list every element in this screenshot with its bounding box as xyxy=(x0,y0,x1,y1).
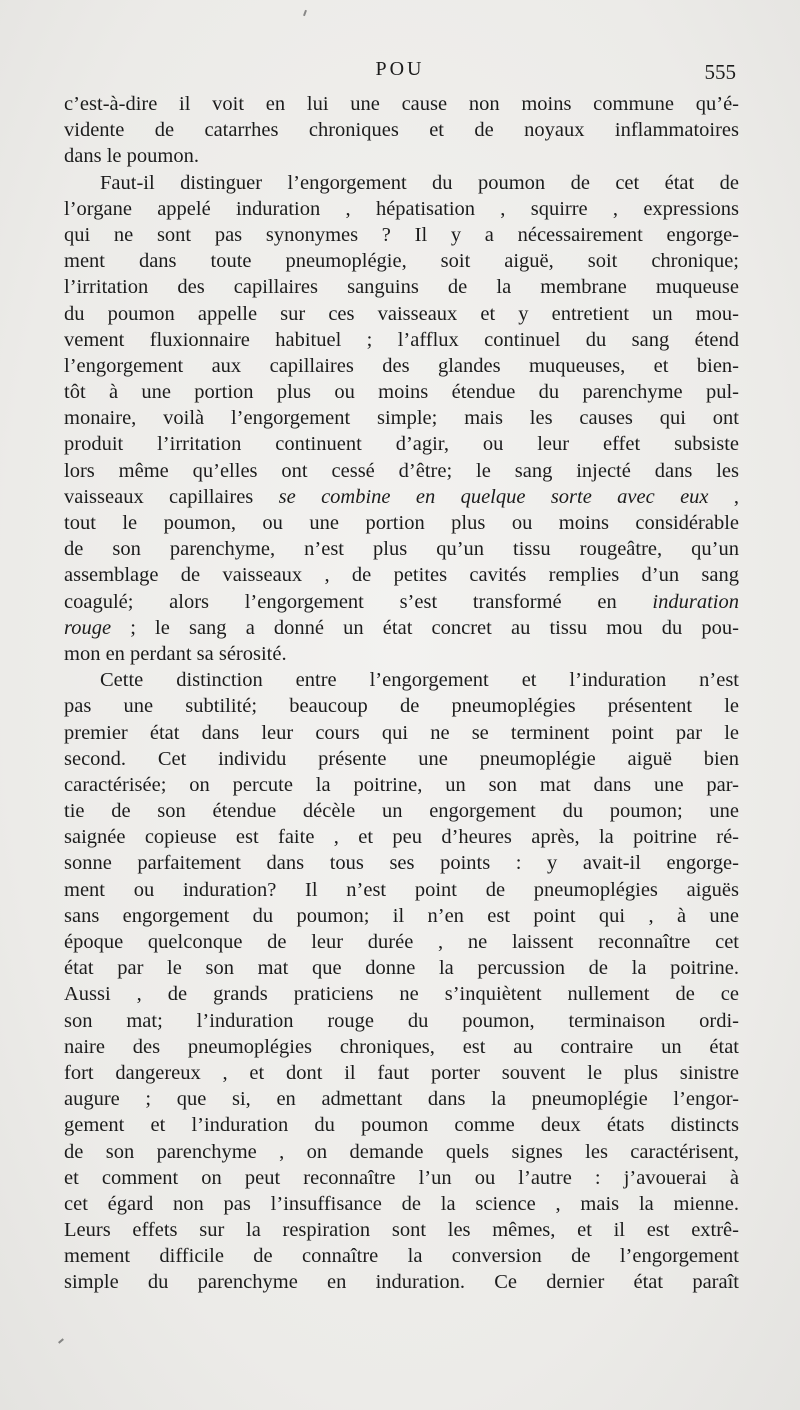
text-line xyxy=(64,1112,739,1138)
text-line xyxy=(64,301,739,327)
text-line xyxy=(64,1217,739,1243)
text-line xyxy=(64,746,739,772)
text-line xyxy=(64,484,739,510)
text-segment: tôt à une portion plus ou moins étendue du parenchyme pul- xyxy=(64,381,739,404)
text-line xyxy=(64,431,739,457)
text-segment: gement et l’induration du poumon comme deux états distincts xyxy=(64,1114,739,1137)
text-segment: sonne parfaitement dans tous ses points : y avait-il engorge- xyxy=(64,852,739,875)
text-line xyxy=(64,458,739,484)
page-number: 555 xyxy=(704,60,736,84)
text-line xyxy=(64,1191,739,1217)
text-segment: l’irritation des capillaires sanguins de la membrane muqueuse xyxy=(64,276,739,299)
text-line xyxy=(64,589,739,615)
text-segment: de son parenchyme, n’est plus qu’un tissu rougeâtre, qu’un xyxy=(64,538,739,561)
text-segment: vaisseaux capillaires xyxy=(64,485,279,508)
text-segment: fort dangereux , et dont il faut porter souvent le plus sinistre xyxy=(64,1061,739,1084)
text-segment: Leurs effets sur la respiration sont les mêmes, et il est extrê- xyxy=(64,1219,739,1242)
text-segment: pas une subtilité; beaucoup de pneumoplégies présentent le xyxy=(64,695,739,718)
text-line xyxy=(64,1008,739,1034)
text-line xyxy=(64,536,739,562)
text-segment: coagulé; alors l’engorgement s’est transformé en xyxy=(64,590,653,613)
text-segment: et comment on peut reconnaître l’un ou l’autre : j’avouerai à xyxy=(64,1166,739,1189)
text-segment: cet égard non pas l’insuffisance de la science , mais la mienne. xyxy=(64,1192,739,1215)
text-line xyxy=(64,798,739,824)
text-line xyxy=(64,379,739,405)
text-segment: simple du parenchyme en induration. Ce dernier état paraît xyxy=(64,1271,739,1294)
text-line xyxy=(64,1034,739,1060)
running-head: POU xyxy=(375,58,425,80)
text-segment: mement difficile de connaître la conversion de l’engorgement xyxy=(64,1245,739,1268)
text-line xyxy=(64,117,739,143)
text-segment: Faut-il distinguer l’engorgement du poumon de cet état de xyxy=(100,171,739,194)
text-line xyxy=(64,274,739,300)
text-line xyxy=(64,170,739,196)
text-line xyxy=(64,405,739,431)
text-segment: saignée copieuse est faite , et peu d’heures après, la poitrine ré- xyxy=(64,826,739,849)
text-segment: mon en perdant sa sérosité. xyxy=(64,642,287,665)
paper-speck xyxy=(58,1338,64,1343)
text-line xyxy=(64,929,739,955)
text-segment: second. Cet individu présente une pneumoplégie aiguë bien xyxy=(64,747,739,770)
text-line xyxy=(64,196,739,222)
paper-speck xyxy=(303,10,307,16)
text-segment: son mat; l’induration rouge du poumon, terminaison ordi- xyxy=(64,1009,739,1032)
text-segment: augure ; que si, en admettant dans la pneumoplégie l’engor- xyxy=(64,1088,739,1111)
text-segment: c’est-à-dire il voit en lui une cause non moins commune qu’é- xyxy=(64,93,739,115)
text-line xyxy=(64,641,739,667)
italic-text: induration xyxy=(652,590,739,613)
text-segment: produit l’irritation continuent d’agir, ou leur effet subsiste xyxy=(64,433,739,456)
text-segment: assemblage de vaisseaux , de petites cavités remplies d’un sang xyxy=(64,564,739,587)
body-text xyxy=(64,91,739,1296)
text-segment: tie de son étendue décèle un engorgement du poumon; une xyxy=(64,800,739,823)
text-segment: caractérisée; on percute la poitrine, un son mat dans une par- xyxy=(64,773,739,796)
text-line xyxy=(64,1086,739,1112)
text-line xyxy=(64,510,739,536)
text-line xyxy=(64,772,739,798)
text-segment: état par le son mat que donne la percussion de la poitrine. xyxy=(64,957,739,980)
text-segment: vidente de catarrhes chroniques et de noyaux inflammatoires xyxy=(64,119,739,142)
text-line xyxy=(64,562,739,588)
text-segment: Cette distinction entre l’engorgement et l’induration n’est xyxy=(100,669,739,692)
text-segment: ment dans toute pneumoplégie, soit aiguë, soit chronique; xyxy=(64,250,739,273)
text-line xyxy=(64,248,739,274)
text-segment: vement fluxionnaire habituel ; l’afflux continuel du sang étend xyxy=(64,328,739,351)
text-segment: l’engorgement aux capillaires des glandes muqueuses, et bien- xyxy=(64,354,739,377)
text-line xyxy=(64,1139,739,1165)
page-header xyxy=(0,58,800,90)
text-segment: , xyxy=(708,485,740,508)
text-line xyxy=(64,667,739,693)
text-line xyxy=(64,143,739,169)
text-segment: qui ne sont pas synonymes ? Il y a nécessairement engorge- xyxy=(64,223,739,246)
text-segment: monaire, voilà l’engorgement simple; mais les causes qui ont xyxy=(64,407,739,430)
text-line xyxy=(64,877,739,903)
text-segment: de son parenchyme , on demande quels signes les caractérisent, xyxy=(64,1140,739,1163)
text-segment: dans le poumon. xyxy=(64,145,199,168)
text-segment: tout le poumon, ou une portion plus ou moins considérable xyxy=(64,512,739,534)
text-line xyxy=(64,981,739,1007)
text-segment: lors même qu’elles ont cessé d’être; le sang injecté dans les xyxy=(64,459,739,482)
text-segment: premier état dans leur cours qui ne se terminent point par le xyxy=(64,721,739,744)
text-line xyxy=(64,850,739,876)
text-line xyxy=(64,615,739,641)
text-line xyxy=(64,903,739,929)
text-line xyxy=(64,693,739,719)
text-line xyxy=(64,91,739,117)
italic-text: se combine en quelque sorte avec eux xyxy=(278,485,709,508)
text-segment: ment ou induration? Il n’est point de pneumoplégies aiguës xyxy=(64,878,739,901)
text-line xyxy=(64,1243,739,1269)
text-segment: ; le sang a donné un état concret au tissu mou du pou- xyxy=(111,616,739,639)
text-segment: sans engorgement du poumon; il n’en est point qui , à une xyxy=(64,904,739,927)
text-line xyxy=(64,720,739,746)
text-segment: l’organe appelé induration , hépatisation , squirre , expressions xyxy=(64,197,739,220)
text-line xyxy=(64,222,739,248)
text-line xyxy=(64,1165,739,1191)
text-segment: du poumon appelle sur ces vaisseaux et y entretient un mou- xyxy=(64,302,739,325)
italic-text: rouge xyxy=(64,616,112,639)
text-line xyxy=(64,1060,739,1086)
text-segment: époque quelconque de leur durée , ne laissent reconnaître cet xyxy=(64,931,739,953)
text-line xyxy=(64,824,739,850)
text-segment: naire des pneumoplégies chroniques, est au contraire un état xyxy=(64,1035,739,1058)
text-segment: Aussi , de grands praticiens ne s’inquiètent nullement de ce xyxy=(64,983,739,1006)
text-line xyxy=(64,955,739,981)
text-line xyxy=(64,353,739,379)
text-line xyxy=(64,327,739,353)
text-line xyxy=(64,1269,739,1295)
